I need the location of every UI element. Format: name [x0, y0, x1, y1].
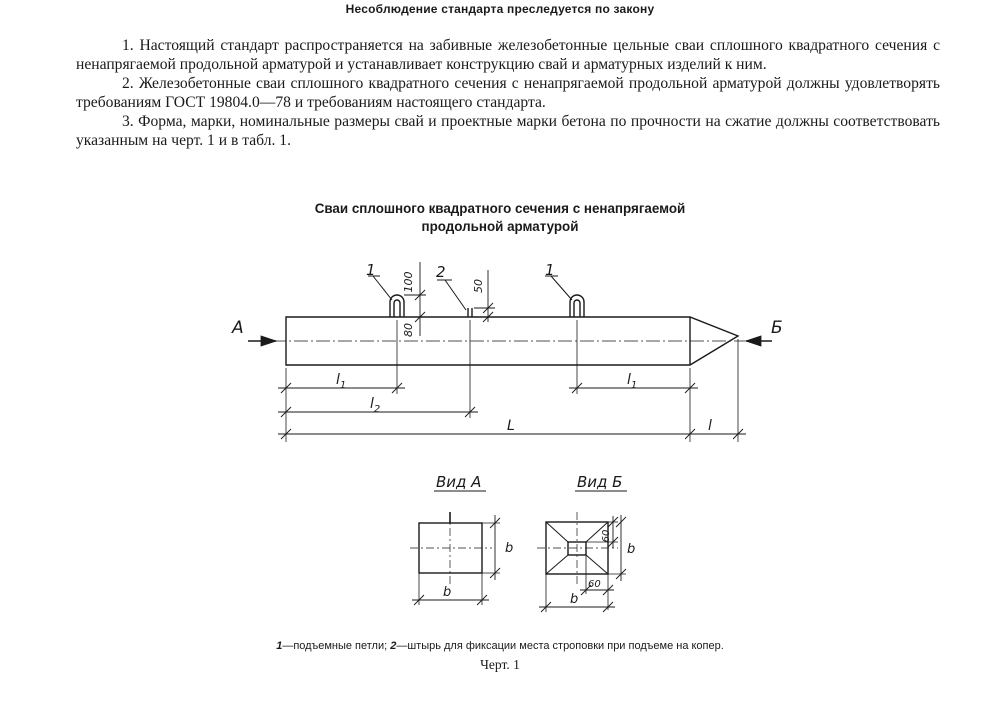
- fixing-pin: [468, 308, 472, 317]
- lifting-loop-right: [570, 295, 584, 317]
- figure-title-line-1: Сваи сплошного квадратного сечения с ненапрягаемой: [314, 201, 686, 216]
- dim-80: 80: [402, 323, 415, 337]
- figure-title-line-2: продольной арматурой: [421, 219, 579, 234]
- view-b-title: Вид Б: [577, 473, 623, 491]
- view-b-dim-60-horizontal: 60: [588, 579, 601, 590]
- view-a-title: Вид А: [436, 473, 482, 491]
- paragraph-3: 3. Форма, марки, номинальные размеры свай и проектные марки бетона по прочности на сжатие должны соответствовать указанным на черт. 1 и в табл. 1.: [76, 113, 940, 149]
- pile-body: [250, 317, 745, 365]
- caption-item-2-num: 2: [390, 640, 397, 652]
- view-a-dim-b-horizontal: b: [443, 585, 452, 600]
- caption-item-1-text: —подъемные петли;: [282, 640, 388, 652]
- callout-leaders: [368, 276, 572, 310]
- pin-dimension: [474, 270, 495, 322]
- callout-1-left: 1: [366, 261, 376, 279]
- view-a-dim-b-vertical: b: [505, 541, 514, 556]
- view-b-section: [537, 512, 626, 612]
- dim-l1-left: $l_1$: [336, 372, 347, 391]
- arrow-label-a: А: [232, 318, 244, 338]
- view-b-dim-b-horizontal: b: [570, 592, 579, 607]
- view-a-section: [410, 512, 500, 605]
- dim-L: L: [507, 418, 515, 434]
- caption-item-2-text: —штырь для фиксации места строповки при подъеме на копер.: [396, 640, 724, 652]
- callout-2: 2: [436, 263, 446, 281]
- paragraph-2: 2. Железобетонные сваи сплошного квадратного сечения с ненапрягаемой продольной арматурой должны удовлетворять требованиям ГОСТ 19804.0—78 и требованиям настоящего стандарта.: [76, 75, 940, 111]
- dim-l-tip: l: [708, 418, 712, 434]
- lifting-loop-left: [390, 295, 404, 317]
- drawing-number: Черт. 1: [480, 657, 520, 672]
- figure-caption: [0, 640, 1000, 652]
- paragraph-1: 1. Настоящий стандарт распространяется на забивные железобетонные цельные сваи сплошного квадратного сечения с ненапрягаемой продольной арматурой и устанавливает конструкцию свай и арматурных изделий к ним.: [76, 37, 940, 73]
- dim-50: 50: [472, 279, 485, 293]
- arrow-label-b: Б: [771, 318, 783, 338]
- view-b-dim-60-vertical: 60: [601, 529, 612, 543]
- dim-100: 100: [402, 271, 415, 293]
- dim-l2: $l_2$: [370, 396, 381, 415]
- dim-l1-right: $l_1$: [627, 372, 638, 391]
- view-b-dim-b-vertical: b: [627, 542, 636, 557]
- caption-item-1-num: 1: [276, 640, 283, 652]
- callout-1-right: 1: [545, 261, 555, 279]
- legal-banner: Несоблюдение стандарта преследуется по закону: [345, 2, 655, 16]
